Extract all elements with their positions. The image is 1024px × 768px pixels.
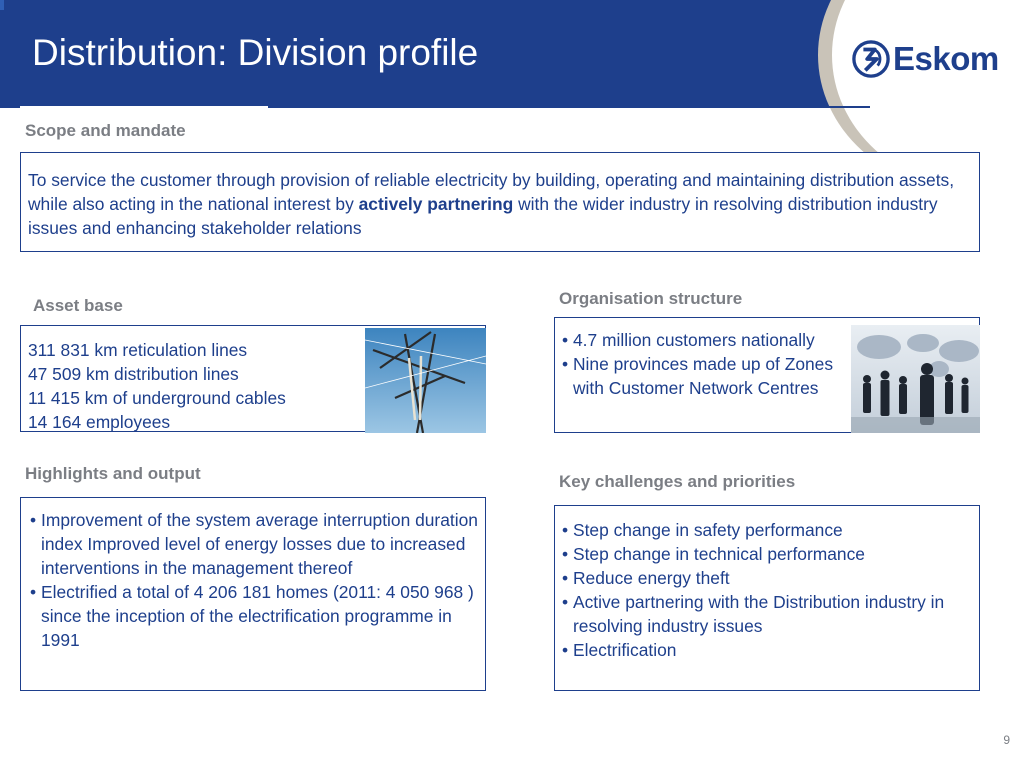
organisation-item: [562, 328, 845, 352]
challenges-heading: Key challenges and priorities: [559, 472, 796, 491]
challenges-item-text: Step change in technical performance: [573, 544, 865, 564]
challenges-list: [562, 518, 971, 662]
organisation-item-text: Nine provinces made up of Zones with Customer Network Centres: [573, 354, 834, 398]
highlights-item: [30, 580, 481, 652]
asset-line: 47 509 km distribution lines: [28, 364, 239, 384]
scope-text-start: To service the customer through provision of reliable electricity by building, operating and maintaining distribution assets, while also acting in the national interest by: [28, 170, 955, 214]
highlights-box: [20, 497, 486, 691]
challenges-item: [562, 566, 971, 590]
highlights-item-text: Electrified a total of 4 206 181 homes (2011: 4 050 968 ) since the inception of the electrification programme in 1991: [41, 582, 474, 650]
header-tab-notch: [20, 106, 268, 109]
slide-title: Distribution: Division profile: [32, 32, 479, 73]
scope-text-end: with the wider industry in resolving distribution industry issues and enhancing stakeholder relations: [28, 194, 938, 238]
page-number: 9: [1003, 733, 1010, 747]
bullet-icon: •: [562, 592, 569, 612]
eskom-logo-text: Eskom: [893, 40, 999, 77]
asset-base-heading: Asset base: [33, 296, 123, 315]
bullet-icon: •: [562, 568, 569, 588]
scope-text: [28, 168, 971, 240]
bullet-icon: •: [562, 640, 569, 660]
scope-heading: Scope and mandate: [25, 121, 186, 140]
challenges-item-text: Step change in safety performance: [573, 520, 843, 540]
challenges-item: [562, 518, 971, 542]
asset-line: 311 831 km reticulation lines: [28, 340, 248, 360]
challenges-item-text: Reduce energy theft: [573, 568, 730, 588]
eskom-logo: [852, 38, 999, 80]
challenges-item: [562, 590, 971, 638]
bullet-icon: •: [562, 354, 569, 374]
organisation-list: [562, 328, 845, 400]
bullet-icon: •: [30, 582, 37, 602]
challenges-item-text: Active partnering with the Distribution industry in resolving industry issues: [573, 592, 945, 636]
bullet-icon: •: [30, 510, 37, 530]
business-people-world-map-photo: [851, 325, 980, 433]
eskom-logo-icon: [852, 40, 890, 78]
organisation-item-text: 4.7 million customers nationally: [573, 330, 815, 350]
challenges-item: [562, 638, 971, 662]
challenges-box: [554, 505, 980, 691]
highlights-item: [30, 508, 481, 580]
scope-box: [20, 152, 980, 252]
organisation-heading: Organisation structure: [559, 289, 743, 308]
header-accent-tick: [0, 0, 4, 10]
highlights-heading: Highlights and output: [25, 464, 201, 483]
bullet-icon: •: [562, 520, 569, 540]
bullet-icon: •: [562, 544, 569, 564]
asset-line: 14 164 employees: [28, 412, 171, 432]
challenges-item: [562, 542, 971, 566]
power-line-pylon-photo: [365, 328, 486, 433]
highlights-item-text: Improvement of the system average interruption duration index Improved level of energy losses due to increased interventions in the management thereof: [41, 510, 478, 578]
organisation-item: [562, 352, 845, 400]
bullet-icon: •: [562, 330, 569, 350]
asset-line: 11 415 km of underground cables: [28, 388, 286, 408]
scope-text-emphasis: actively partnering: [358, 194, 514, 214]
highlights-list: [30, 508, 481, 652]
challenges-item-text: Electrification: [573, 640, 677, 660]
